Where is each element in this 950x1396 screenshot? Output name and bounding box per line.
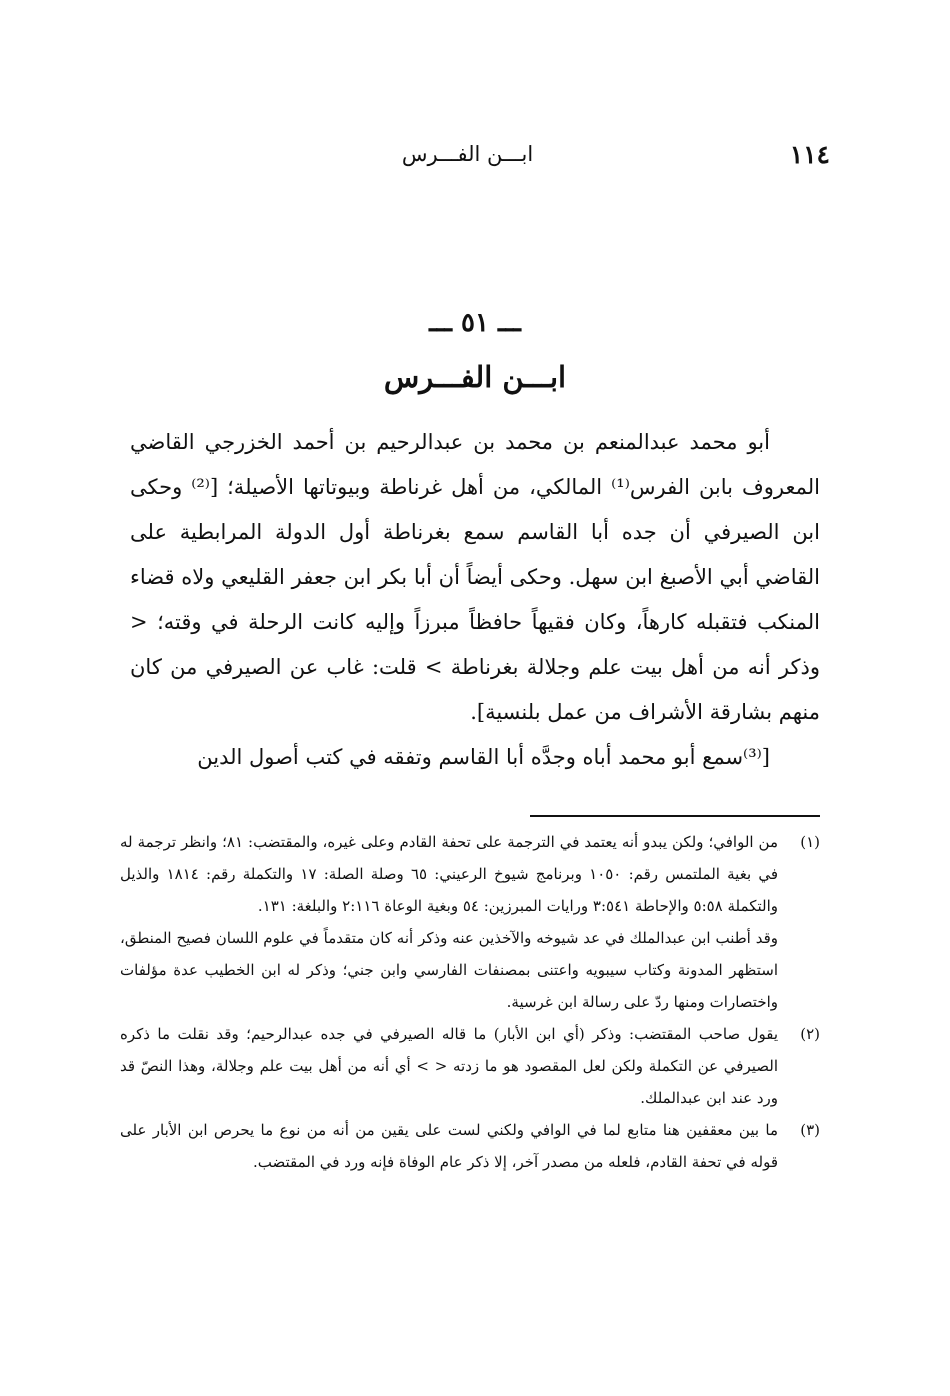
footnote-text: ما بين معقفين هنا متابع لما في الوافي ولكني لست على يقين من أنه من نوع ما يحرص ابن الأبار على قوله في تحفة القادم، فلعله من مصدر آخر، إلا ذكر عام الوفاة فإنه ورد في المقتضب.	[120, 1121, 778, 1171]
footnote-2	[120, 1018, 820, 1114]
footnote-number: (٣)	[800, 1121, 820, 1139]
entry-number: ـــ ٥١ ـــ	[429, 308, 521, 338]
running-head-title: ابـــن الفـــرس	[401, 142, 534, 166]
footnote-text: وقد أطنب ابن عبدالملك في عد شيوخه والآخذين عنه وذكر أنه كان متقدماً في علوم اللسان فصيح المنطق، استظهر المدونة وكتاب سيبويه واعتنى بمصنفات الفارسي وابن جني؛ وذكر له ابن الخطيب عدة مؤلفات واختصارات ومنها ردّ على رسالة ابن غرسية.	[120, 929, 778, 1011]
footnote-1	[120, 826, 820, 922]
paragraph-2: [⁽³⁾سمع أبو محمد أباه وجدَّه أبا القاسم وتفقه في كتب أصول الدين	[197, 745, 770, 769]
footnote-3	[120, 1114, 820, 1178]
page-number: ١١٤	[789, 140, 830, 169]
running-head	[105, 140, 830, 176]
footnote-text: من الوافي؛ ولكن يبدو أنه يعتمد في الترجمة على تحفة القادم وعلى غيره، والمقتضب: ٨١؛ وانظر ترجمة له في بغية الملتمس رقم: ١٠٥٠ وبرنامج شيوخ الرعيني: ٦٥ وصلة الصلة: ١٧ والتكملة رقم: ١٨١٤ والذيل والتكملة ٥:٥٨ والإحاطة ٣:٥٤١ ورايات المبرزين: ٥٤ وبغية الوعاة ٢:١١٦ والبلغة: ١٣١.	[120, 833, 778, 915]
footnote-divider	[530, 815, 820, 817]
footnotes	[120, 826, 820, 1178]
footnote-1-continued	[120, 922, 820, 1018]
entry-title: ابـــن الفـــرس	[383, 360, 567, 394]
footnote-text: يقول صاحب المقتضب: وذكر (أي ابن الأبار) ما قاله الصيرفي في جده عبدالرحيم؛ وقد نقلت ما ذكره الصيرفي عن التكملة ولكن لعل المقصود هو ما زدته < > أي أنه من أهل بيت علم وجلالة، وهذا النصّ قد ورد عند ابن عبدالملك.	[120, 1025, 778, 1107]
main-text	[130, 420, 820, 780]
paragraph-1: أبو محمد عبدالمنعم بن محمد بن عبدالرحيم بن أحمد الخزرجي القاضي المعروف بابن الفرس⁽¹⁾ المالكي، من أهل غرناطة وبيوتاتها الأصيلة؛ [⁽²⁾ وحكى ابن الصيرفي أن جده أبا القاسم سمع بغرناطة أول الدولة المرابطية على القاضي أبي الأصبغ ابن سهل. وحكى أيضاً أن أبا بكر ابن جعفر القليعي ولاه قضاء المنكب فتقبله كارهاً، وكان فقيهاً حافظاً مبرزاً وإليه كانت الرحلة في وقته؛ < وذكر أنه من أهل بيت علم وجلالة بغرناطة > قلت: غاب عن الصيرفي من كان منهم بشارقة الأشراف من عمل بلنسية].	[130, 430, 820, 724]
footnote-number: (١)	[800, 833, 820, 851]
footnote-number: (٢)	[800, 1025, 820, 1043]
